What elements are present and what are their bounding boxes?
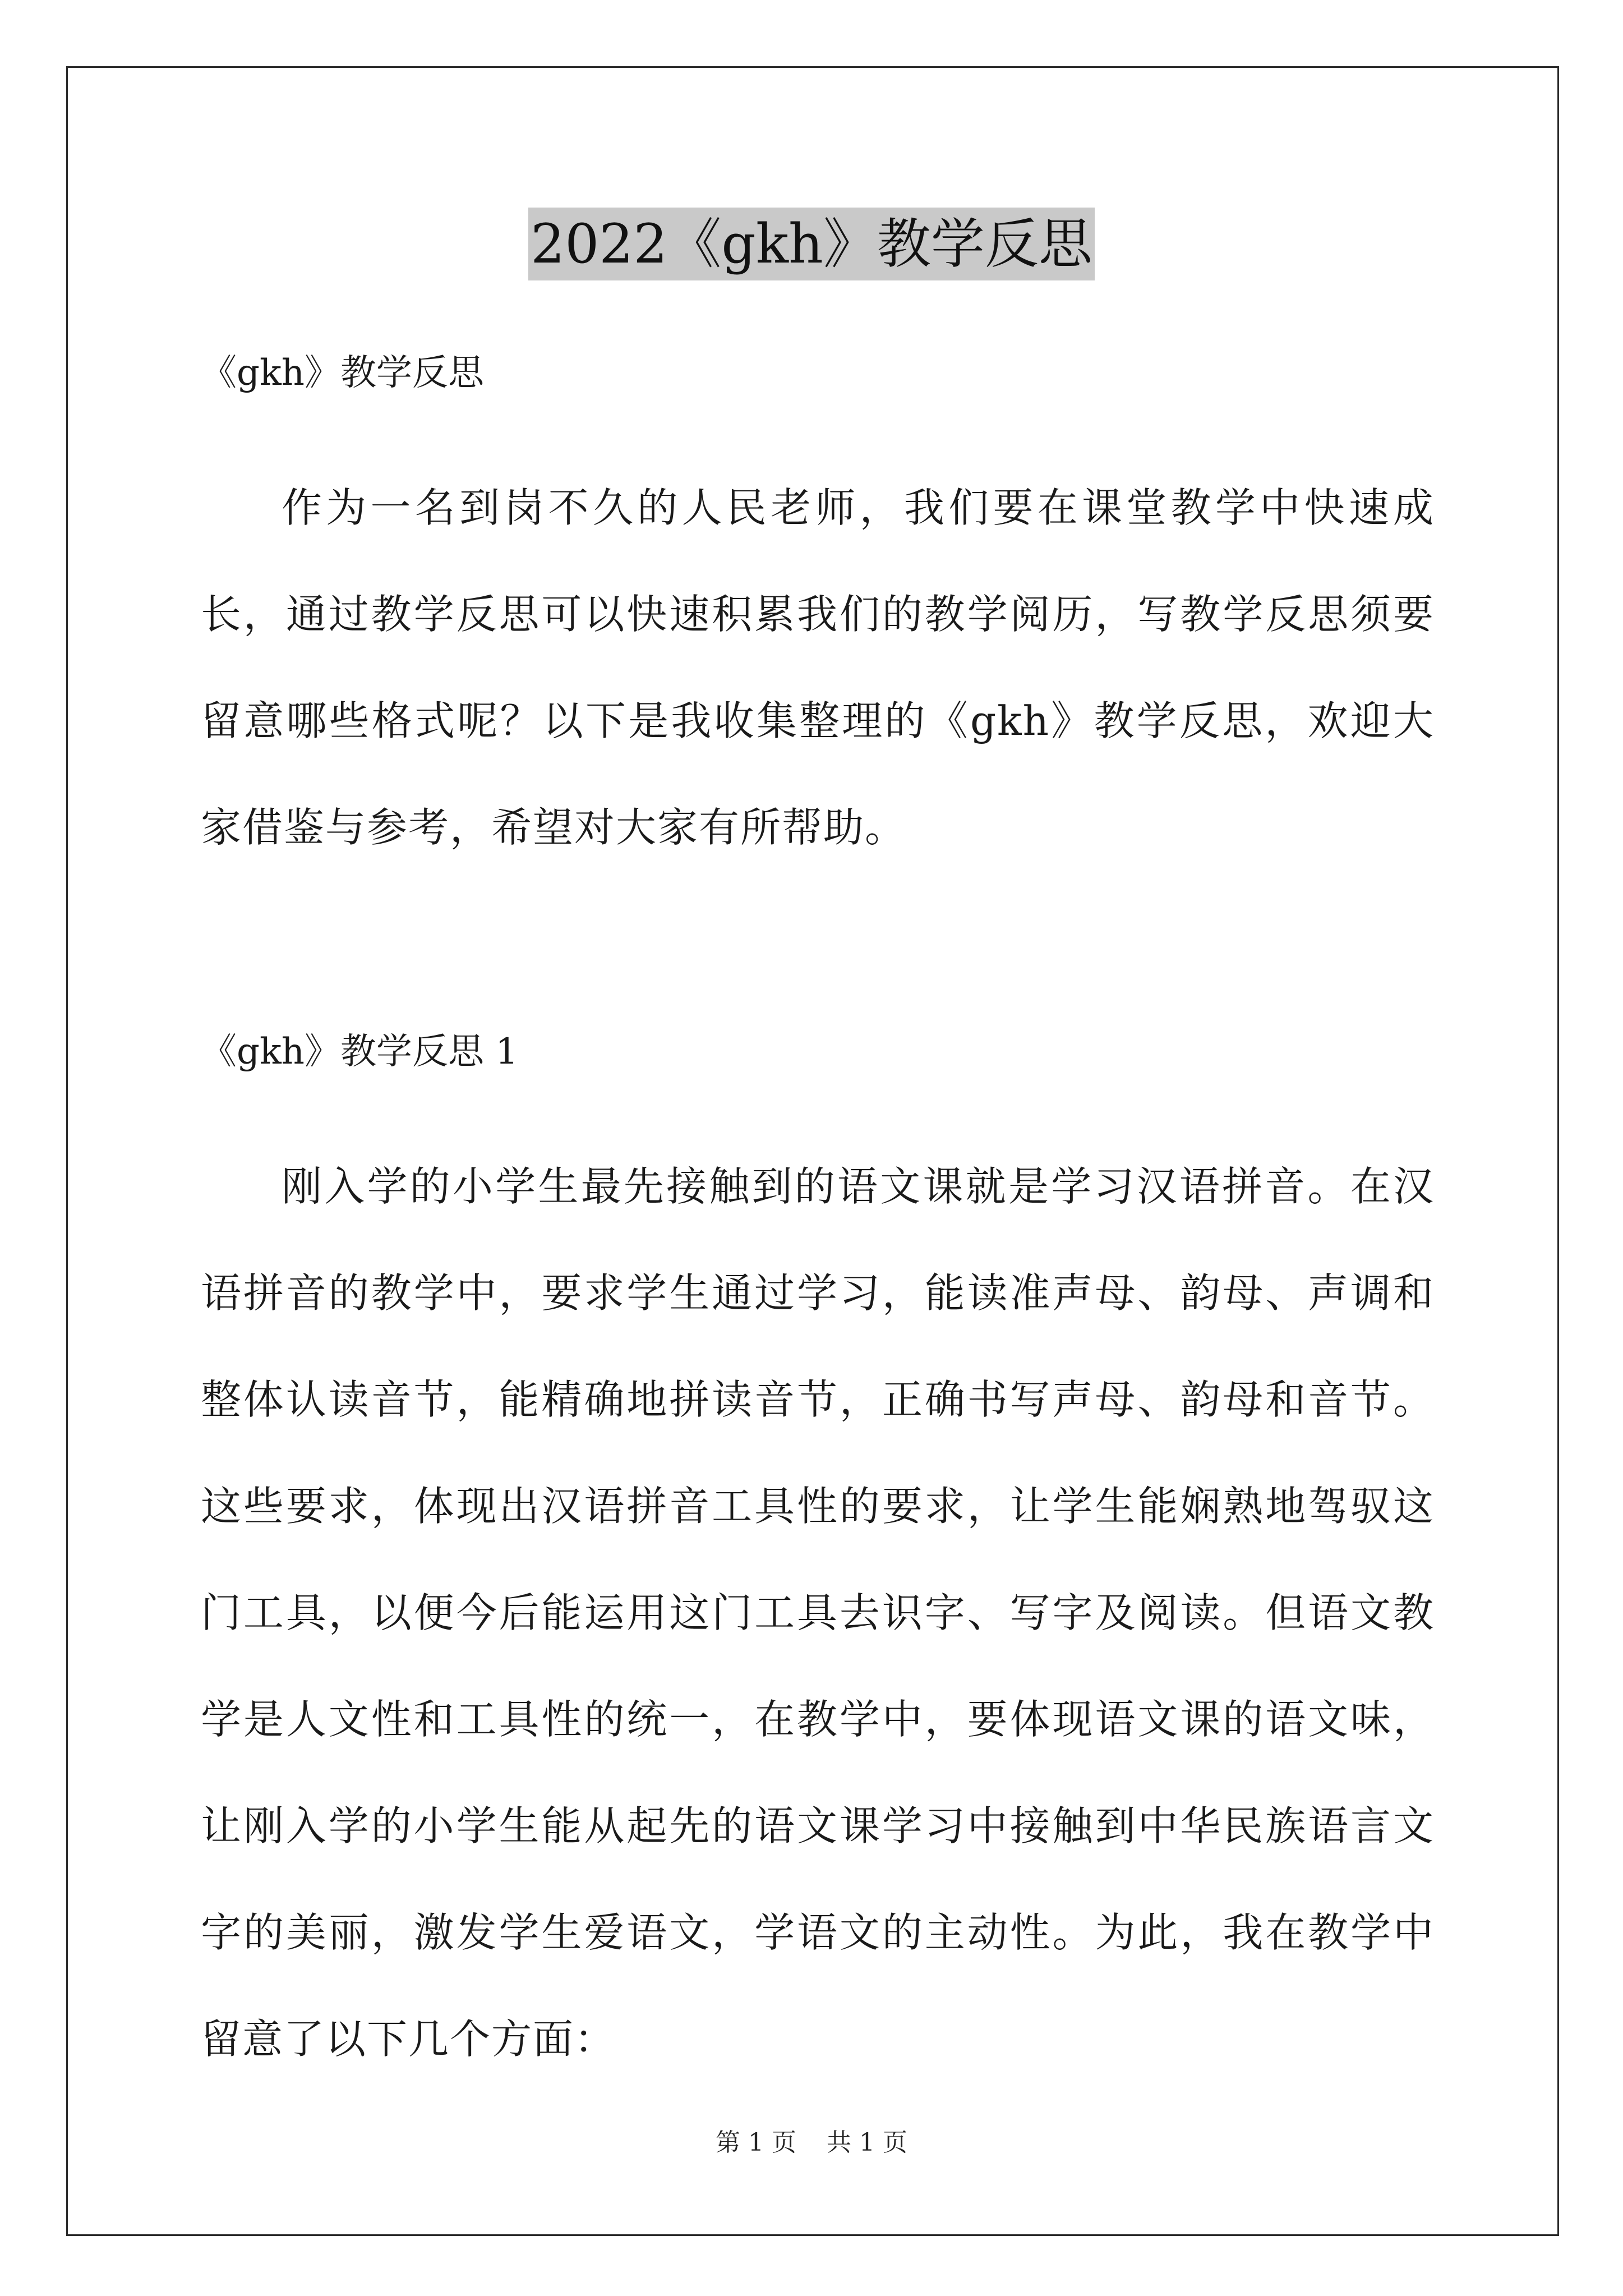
document-body — [201, 337, 1435, 2092]
title-wrapper — [0, 208, 1623, 280]
intro-heading: 《gkh》教学反思 — [201, 352, 484, 394]
section-heading: 《gkh》教学反思 1 — [201, 1031, 519, 1073]
document-title: 2022《gkh》教学反思 — [528, 208, 1095, 280]
page-number-current: 第 1 页 — [716, 2128, 796, 2157]
page-footer — [0, 2126, 1623, 2160]
section-paragraph: 刚入学的小学生最先接触到的语文课就是学习汉语拼音。在汉语拼音的教学中，要求学生通过学习，能读准声母、韵母、声调和整体认读音节，能精确地拼读音节，正确书写声母、韵母和音节。这些要求，体现出汉语拼音工具性的要求，让学生能娴熟地驾驭这门工具，以便今后能运用这门工具去识字、写字及阅读。但语文教学是人文性和工具性的统一，在教学中，要体现语文课的语文味，让刚入学的小学生能从起先的语文课学习中接触到中华民族语言文字的美丽，激发学生爱语文，学语文的主动性。为此，我在教学中留意了以下几个方面： — [201, 1163, 1435, 2063]
page-number-total: 共 1 页 — [827, 2128, 907, 2157]
intro-paragraph: 作为一名到岗不久的人民老师，我们要在课堂教学中快速成长，通过教学反思可以快速积累我们的教学阅历，写教学反思须要留意哪些格式呢？以下是我收集整理的《gkh》教学反思，欢迎大家借鉴与参考，希望对大家有所帮助。 — [201, 484, 1435, 851]
